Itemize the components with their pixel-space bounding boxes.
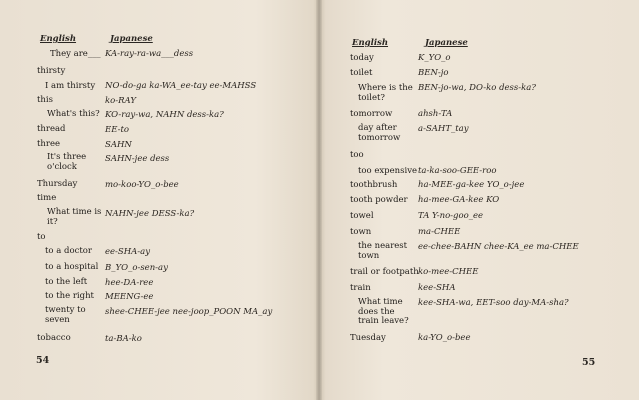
right-row-jp: ahsh-TA: [418, 109, 453, 119]
left-row-jp: ee-SHA-ay: [105, 247, 151, 257]
right-row-jp: ta-ka-soo-GEE-roo: [418, 166, 497, 176]
right-row-en: town: [350, 227, 372, 237]
left-row-en: to: [37, 232, 46, 242]
left-row-jp: SAHN: [105, 140, 132, 150]
right-row-jp: ko-mee-CHEE: [418, 267, 479, 277]
right-row-en: too: [350, 150, 364, 160]
left-page: [0, 0, 318, 400]
left-row-en: I am thirsty: [45, 81, 96, 91]
left-row-jp: KA-ray-ra-wa___dess: [105, 49, 194, 59]
right-row-jp: ka-YO_o-bee: [418, 333, 471, 343]
right-row-jp: a-SAHT_tay: [418, 124, 469, 134]
right-row-jp: kee-SHA: [418, 283, 456, 293]
right-row-jp: ha-MEE-ga-kee YO_o-jee: [418, 180, 525, 190]
left-header-japanese: Japanese: [110, 34, 153, 44]
left-row-jp: KO-ray-wa, NAHN dess-ka?: [105, 110, 224, 120]
left-row-jp: B_YO_o-sen-ay: [105, 263, 168, 273]
left-row-en: this: [37, 95, 53, 105]
right-row-en: the nearest town: [358, 241, 408, 261]
left-row-en: twenty to seven: [45, 305, 86, 325]
right-row-jp: kee-SHA-wa, EET-soo day-MA-sha?: [418, 298, 569, 308]
left-row-en: to the left: [45, 277, 88, 287]
right-row-jp: ee-chee-BAHN chee-KA_ee ma-CHEE: [418, 242, 579, 252]
left-row-jp: ko-RAY: [105, 96, 136, 106]
left-row-jp: MEENG-ee: [105, 292, 154, 302]
left-row-en: thread: [37, 124, 66, 134]
right-row-en: toilet: [350, 68, 373, 78]
right-row-jp: TA Y-no-goo_ee: [418, 211, 484, 221]
right-row-jp: BEN-jo-wa, DO-ko dess-ka?: [418, 83, 536, 93]
left-row-en: time: [37, 193, 57, 203]
right-row-en: tooth powder: [350, 195, 408, 205]
left-row-en: to the right: [45, 291, 94, 301]
left-row-jp: NAHN-jee DESS-ka?: [105, 209, 195, 219]
left-row-en: tobacco: [37, 333, 71, 343]
left-row-jp: SAHN-jee dess: [105, 154, 170, 164]
left-row-en: to a doctor: [45, 246, 92, 256]
left-row-en: Thursday: [37, 179, 78, 189]
left-row-jp: ta-BA-ko: [105, 334, 142, 344]
right-row-en: Where is the toilet?: [358, 83, 413, 103]
right-row-jp: K_YO_o: [418, 53, 451, 63]
right-row-en: tomorrow: [350, 109, 393, 119]
right-row-jp: ma-CHEE: [418, 227, 461, 237]
right-page-number: 55: [582, 357, 596, 368]
right-row-en: today: [350, 53, 374, 63]
right-row-en: too expensive: [358, 166, 418, 176]
left-row-jp: shee-CHEE-jee nee-joop_POON MA_ay: [105, 307, 273, 317]
left-row-en: What time is it?: [47, 207, 102, 227]
right-row-en: day after tomorrow: [358, 123, 401, 143]
left-row-en: What's this?: [47, 109, 100, 119]
left-row-jp: NO-do-ga ka-WA_ee-tay ee-MAHSS: [105, 81, 257, 91]
right-row-en: toothbrush: [350, 180, 398, 190]
right-row-en: What time does the train leave?: [358, 297, 409, 326]
left-row-en: to a hospital: [45, 262, 99, 272]
right-header-japanese: Japanese: [425, 38, 468, 48]
right-row-en: train: [350, 283, 371, 293]
left-row-en: It's three o'clock: [47, 152, 87, 172]
left-row-jp: mo-koo-YO_o-bee: [105, 180, 179, 190]
left-header-english: English: [40, 34, 77, 44]
left-row-en: thirsty: [37, 66, 66, 76]
right-header-english: English: [352, 38, 389, 48]
left-row-en: They are___: [50, 49, 101, 59]
right-row-jp: BEN-jo: [418, 68, 449, 78]
left-row-jp: hee-DA-ree: [105, 278, 154, 288]
right-row-en: trail or footpath: [350, 267, 419, 277]
left-page-number: 54: [36, 355, 50, 366]
right-row-jp: ha-mee-GA-kee KO: [418, 195, 500, 205]
right-row-en: Tuesday: [350, 333, 386, 343]
left-row-jp: EE-to: [105, 125, 129, 135]
left-row-en: three: [37, 139, 61, 149]
right-page: [320, 0, 639, 400]
right-row-en: towel: [350, 211, 374, 221]
